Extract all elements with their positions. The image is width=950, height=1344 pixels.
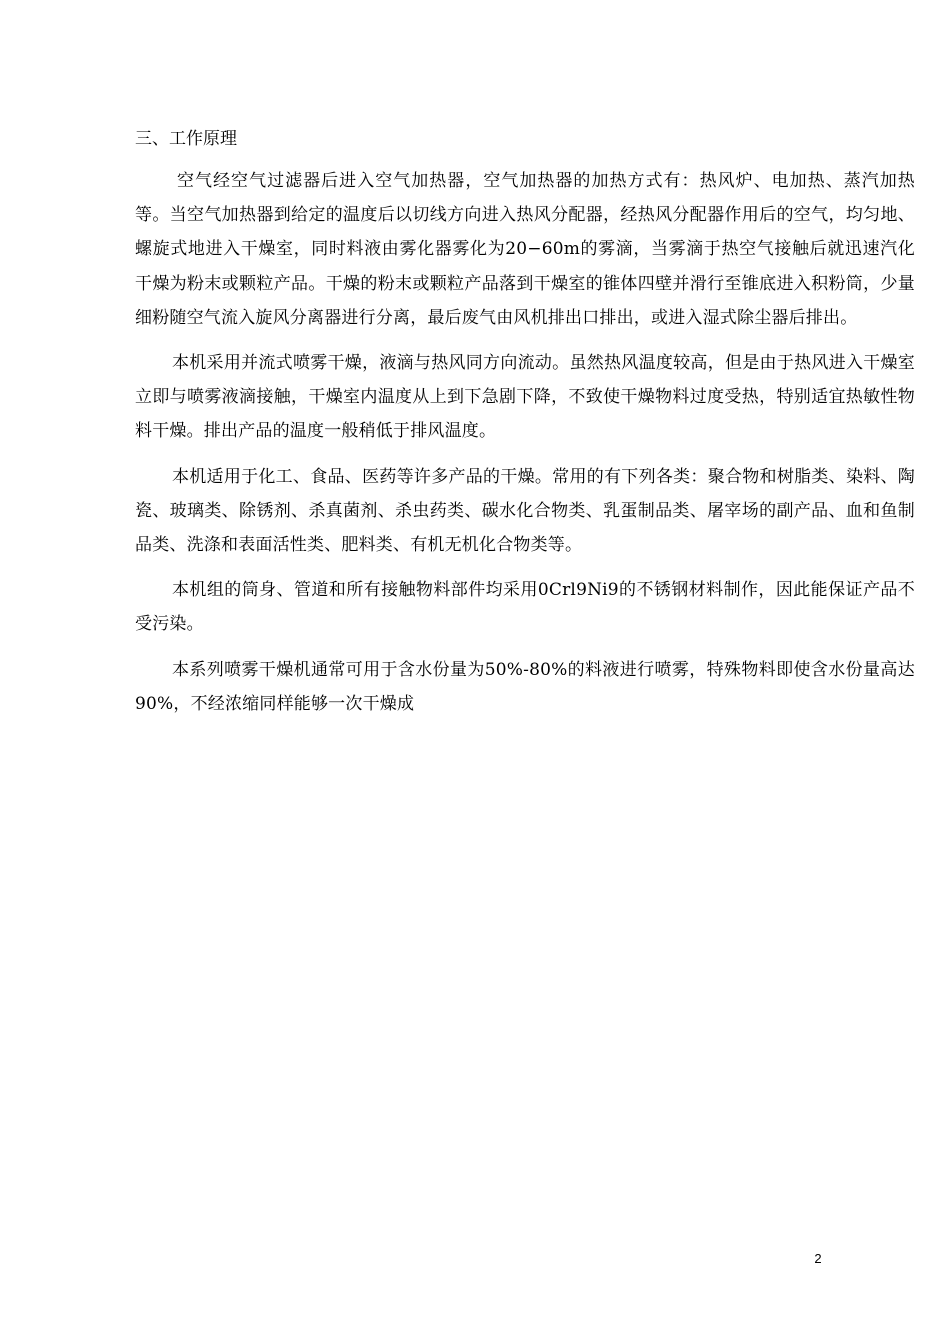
paragraph-applications: 本机适用于化工、食品、医药等许多产品的干燥。常用的有下列各类：聚合物和树脂类、染料、陶瓷、玻璃类、除锈剂、杀真菌剂、杀虫药类、碳水化合物类、乳蛋制品类、屠宰场的副产品、血和鱼制品类、洗涤和表面活性类、肥料类、有机无机化合物类等。 <box>135 466 915 556</box>
paragraph-moisture-content: 本系列喷雾干燥机通常可用于含水份量为50%-80%的料液进行喷雾，特殊物料即使含水份量高达90%，不经浓缩同样能够一次干燥成 <box>135 659 915 714</box>
paragraph-working-process: 空气经空气过滤器后进入空气加热器，空气加热器的加热方式有：热风炉、电加热、蒸汽加热等。当空气加热器到给定的温度后以切线方向进入热风分配器，经热风分配器作用后的空气，均匀地、螺旋式地进入干燥室，同时料液由雾化器雾化为20−60m的雾滴，当雾滴于热空气接触后就迅速汽化干燥为粉末或颗粒产品。干燥的粉末或颗粒产品落到干燥室的锥体四壁并滑行至锥底进入积粉筒，少量细粉随空气流入旋风分离器进行分离，最后废气由风机排出口排出，或进入湿式除尘器后排出。 <box>135 171 915 328</box>
page-number: 2 <box>814 1251 822 1266</box>
document-body <box>135 122 915 732</box>
paragraph-material: 本机组的筒身、管道和所有接触物料部件均采用0Crl9Ni9的不锈钢材料制作，因此能保证产品不受污染。 <box>135 580 915 635</box>
section-heading: 三、工作原理 <box>135 129 237 149</box>
paragraph-cocurrent-drying: 本机采用并流式喷雾干燥，液滴与热风同方向流动。虽然热风温度较高，但是由于热风进入干燥室立即与喷雾液滴接触，干燥室内温度从上到下急剧下降，不致使干燥物料过度受热，特别适宜热敏性物料干燥。排出产品的温度一般稍低于排风温度。 <box>135 353 915 442</box>
